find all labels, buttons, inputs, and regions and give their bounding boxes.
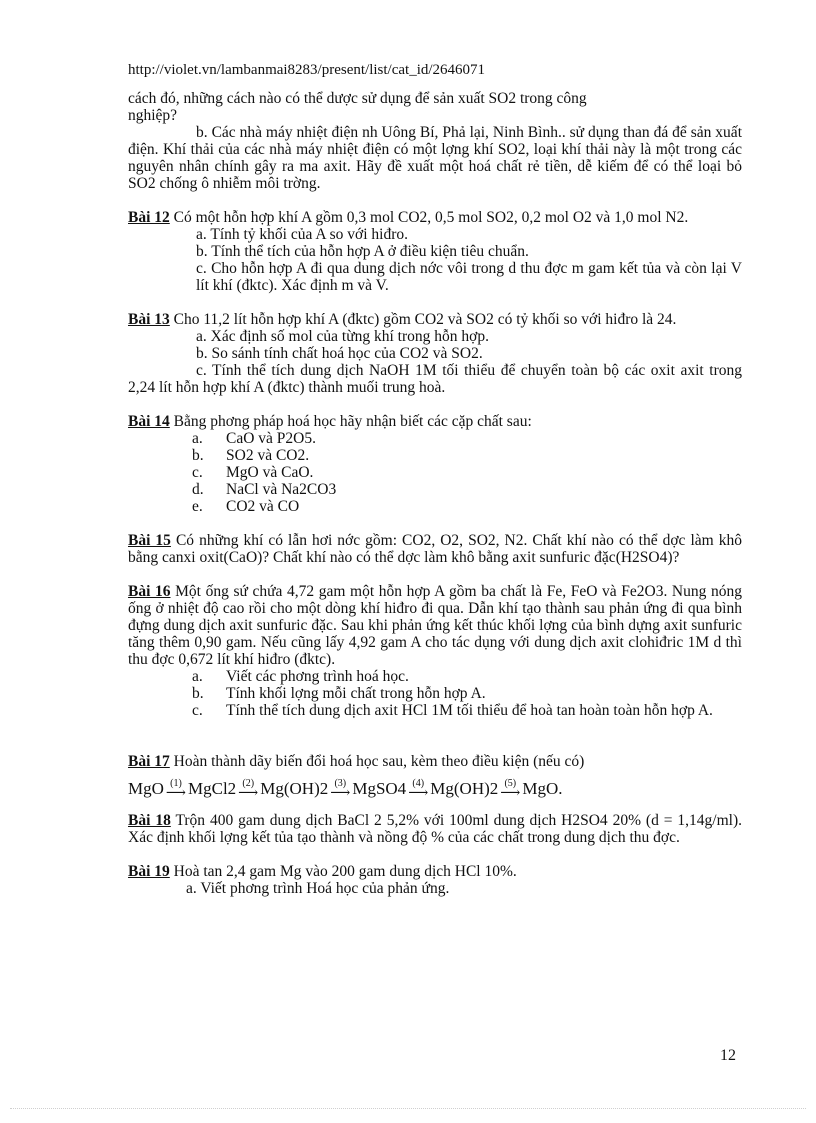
exercise-text: Bằng phơng pháp hoá học hãy nhận biết các cặp chất sau: — [169, 413, 532, 430]
reaction-arrow: (2) ⟶ — [238, 778, 259, 801]
source-url[interactable]: http://violet.vn/lambanmai8283/present/list/cat_id/2646071 — [128, 62, 486, 78]
exercise-16-list — [128, 668, 742, 719]
reaction-arrow: (3) ⟶ — [330, 778, 351, 801]
exercise-15 — [128, 532, 742, 566]
list-item: b. SO2 và CO2. — [192, 447, 310, 464]
exercise-text: Trộn 400 gam dung dịch BaCl 2 5,2% với 100ml dung dịch H2SO4 20% (d = 1,14g/ml). Xác định khối lợng kết tủa tạo thành và nồng độ % của các chất trong dung dịch thu đợc. — [128, 812, 743, 846]
document-page — [128, 62, 742, 897]
exercise-label: Bài 16 — [128, 583, 171, 600]
chain-species: MgCl2 — [187, 779, 237, 798]
exercise-18 — [128, 812, 742, 846]
page-number: 12 — [720, 1047, 736, 1064]
arrow-icon: ⟶ — [238, 786, 259, 801]
page-divider — [10, 1108, 806, 1109]
question-a: a. Tính tỷ khối của A so với hiđro. — [196, 226, 408, 243]
exercise-text: Có những khí có lẫn hơi nớc gồm: CO2, O2, SO2, N2. Chất khí nào có thể dợc làm khô bằng canxi oxit(CaO)? Chất khí nào có thể dợc làm khô bằng axit sunfuric đặc(H2SO4)? — [128, 532, 742, 566]
list-item: b. Tính khối lợng mỗi chất trong hỗn hợp A. — [192, 685, 486, 702]
reaction-arrow: (1) ⟶ — [165, 778, 186, 801]
question-b: b. So sánh tính chất hoá học của CO2 và SO2. — [196, 345, 483, 362]
exercise-12 — [128, 209, 742, 226]
list-item: d. NaCl và Na2CO3 — [192, 481, 337, 498]
exercise-17 — [128, 753, 742, 770]
intro-paragraph-b: b. Các nhà máy nhiệt điện nh Uông Bí, Phả lại, Ninh Bình.. sử dụng than đá để sản xuất điện. Khí thải của các nhà máy nhiệt điện có một lợng khí SO2, loại khí thải này là một trong các nguyên nhân chính gây ra ma axit. Hãy đề xuất một hoá chất rẻ tiền, dễ kiếm để có thể loại bỏ SO2 chống ô nhiễm môi trờng. — [128, 124, 742, 192]
exercise-label: Bài 17 — [128, 753, 170, 770]
exercise-text: Có một hỗn hợp khí A gồm 0,3 mol CO2, 0,5 mol SO2, 0,2 mol O2 và 1,0 mol N2. — [169, 209, 689, 226]
question-c: c. Tính thể tích dung dịch NaOH 1M tối thiểu để chuyển toàn bộ các oxit axit trong 2,24 lít hỗn hợp khí A (đktc) thành muối trung hoà. — [128, 362, 742, 396]
exercise-label: Bài 14 — [128, 413, 170, 430]
exercise-19 — [128, 863, 742, 880]
arrow-icon: ⟶ — [408, 786, 429, 801]
arrow-icon: ⟶ — [165, 786, 186, 801]
list-item: c. Tính thể tích dung dịch axit HCl 1M tối thiểu để hoà tan hoàn toàn hỗn hợp A. — [192, 702, 713, 719]
intro-line: nghiệp? — [128, 107, 178, 124]
question-c: c. Cho hỗn hợp A đi qua dung dịch nớc vôi trong d thu đợc m gam kết tủa và còn lại V lít khí (đktc). Xác định m và V. — [196, 260, 742, 294]
question-a: a. Viết phơng trình Hoá học của phản ứng. — [186, 880, 450, 897]
list-item: a. Viết các phơng trình hoá học. — [192, 668, 409, 685]
question-a: a. Xác định số mol của từng khí trong hỗn hợp. — [196, 328, 489, 345]
exercise-text: Một ống sứ chứa 4,72 gam một hỗn hợp A gồm ba chất là Fe, FeO và Fe2O3. Nung nóng ống ở nhiệt độ cao rồi cho một dòng khí hiđro đi qua. Dẫn khí tạo thành sau phản ứng đi qua bình đựng dung dịch axit sunfuric đặc. Sau khi phản ứng kết thúc khối lợng của bình dựng axit sunfuric tăng thêm 0,90 gam. Nếu cũng lấy 4,92 gam A cho tác dụng với dung dịch axit clohiđric 1M d thì thu đợc 0,672 lít khí hiđro (đktc). — [128, 583, 742, 668]
list-item: a. CaO và P2O5. — [192, 430, 316, 447]
exercise-13 — [128, 311, 742, 328]
exercise-label: Bài 18 — [128, 812, 171, 829]
exercise-label: Bài 12 — [128, 209, 170, 226]
exercise-label: Bài 13 — [128, 311, 170, 328]
exercise-14 — [128, 413, 742, 430]
exercise-14-list — [128, 430, 742, 515]
reaction-arrow: (5) ⟶ — [500, 778, 521, 801]
chain-species: MgSO4 — [352, 779, 407, 798]
reaction-arrow: (4) ⟶ — [408, 778, 429, 801]
list-item: e. CO2 và CO — [192, 498, 300, 515]
exercise-16 — [128, 583, 742, 668]
chain-species: Mg(OH)2 — [430, 779, 499, 798]
exercise-label: Bài 15 — [128, 532, 171, 549]
exercise-text: Hoà tan 2,4 gam Mg vào 200 gam dung dịch HCl 10%. — [169, 863, 517, 880]
exercise-label: Bài 19 — [128, 863, 170, 880]
exercise-text: Hoàn thành dãy biến đổi hoá học sau, kèm theo điều kiện (nếu có) — [169, 753, 585, 770]
question-b: b. Tính thể tích của hỗn hợp A ở điều kiện tiêu chuẩn. — [196, 243, 529, 260]
chain-species: MgO. — [522, 779, 563, 798]
chain-species: MgO — [128, 779, 164, 798]
arrow-icon: ⟶ — [500, 786, 521, 801]
list-item: c. MgO và CaO. — [192, 464, 314, 481]
chain-species: Mg(OH)2 — [260, 779, 329, 798]
arrow-icon: ⟶ — [330, 786, 351, 801]
reaction-chain — [128, 778, 742, 800]
intro-line: cách đó, những cách nào có thể dược sử dụng để sản xuất SO2 trong công — [128, 90, 587, 107]
exercise-text: Cho 11,2 lít hỗn hợp khí A (đktc) gồm CO2 và SO2 có tỷ khối so với hiđro là 24. — [169, 311, 677, 328]
